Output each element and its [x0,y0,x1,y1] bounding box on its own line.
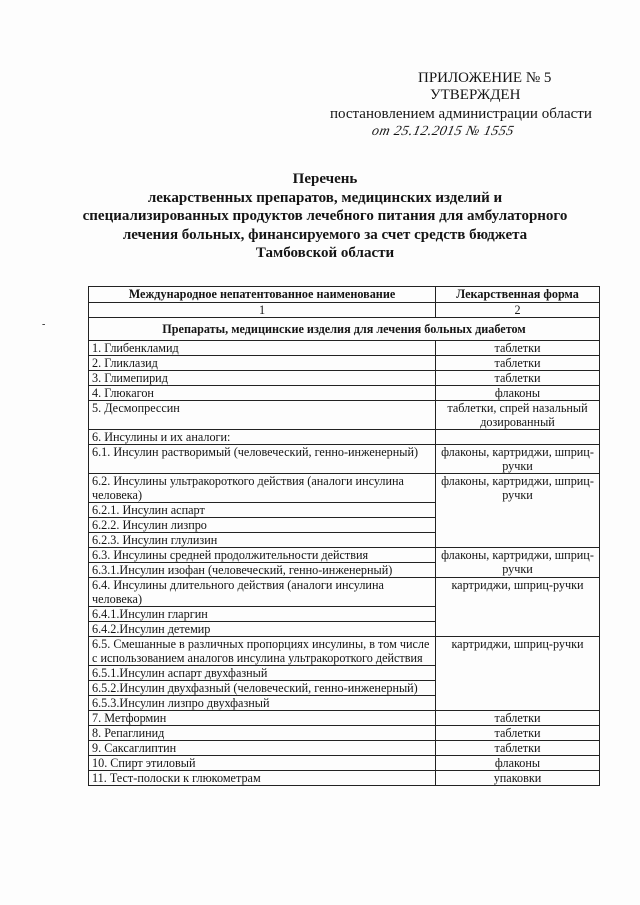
table-row [89,756,600,771]
drug-form: картриджи, шприц-ручки [436,578,600,637]
drug-name: 1. Глибенкламид [89,341,436,356]
drug-name: 11. Тест-полоски к глюкометрам [89,771,436,786]
drug-list-table [88,286,600,786]
drug-form: флаконы, картриджи, шприц-ручки [436,445,600,474]
drug-name: 3. Глимепирид [89,371,436,386]
drug-name: 2. Гликлазид [89,356,436,371]
heading-line: Тамбовской области [255,245,395,261]
drug-name: 6.4.2.Инсулин детемир [89,622,436,637]
drug-name: 6.1. Инсулин растворимый (человеческий, генно-инженерный) [89,445,436,474]
scan-artifact-mark: - [42,319,46,330]
drug-form [436,430,600,445]
drug-form: флаконы [436,386,600,401]
table-row [89,474,600,503]
drug-form: картриджи, шприц-ручки [436,637,600,711]
drug-name: 6.4. Инсулины длительного действия (аналоги инсулина человека) [89,578,436,607]
drug-form: упаковки [436,771,600,786]
drug-name: 6.2.1. Инсулин аспарт [89,503,436,518]
column-header-name: Международное непатентованное наименование [89,287,436,303]
drug-name: 6.5.1.Инсулин аспарт двухфазный [89,666,436,681]
drug-name: 6.5.2.Инсулин двухфазный (человеческий, генно-инженерный) [89,681,436,696]
appendix-block [330,70,600,140]
drug-name: 6.3. Инсулины средней продолжительности действия [89,548,436,563]
handwritten-date-number: от 25.12.2015 № 1555 [370,124,516,139]
drug-name: 4. Глюкагон [89,386,436,401]
drug-form: таблетки [436,726,600,741]
drug-form: таблетки [436,711,600,726]
document-heading [60,170,590,263]
drug-name: 10. Спирт этиловый [89,756,436,771]
drug-name: 9. Саксаглиптин [89,741,436,756]
drug-form: таблетки [436,356,600,371]
table-row [89,711,600,726]
drug-form: таблетки [436,371,600,386]
table-row [89,741,600,756]
drug-name: 6. Инсулины и их аналоги: [89,430,436,445]
drug-name: 6.4.1.Инсулин гларгин [89,607,436,622]
section-title: Препараты, медицинские изделия для лечения больных диабетом [89,318,600,341]
table-row [89,637,600,666]
drug-name: 6.3.1.Инсулин изофан (человеческий, генно-инженерный) [89,563,436,578]
drug-form: флаконы [436,756,600,771]
table-row [89,771,600,786]
column-number: 1 [89,303,436,318]
drug-name: 5. Десмопрессин [89,401,436,430]
drug-name: 8. Репаглинид [89,726,436,741]
drug-form: таблетки [436,341,600,356]
table-row [89,578,600,607]
heading-line: лекарственных препаратов, медицинских изделий и [147,189,503,206]
drug-form: флаконы, картриджи, шприц-ручки [436,474,600,548]
drug-form: флаконы, картриджи, шприц-ручки [436,548,600,578]
column-header-form: Лекарственная форма [436,287,600,303]
table-row [89,401,600,430]
drug-name: 6.2. Инсулины ультракороткого действия (аналоги инсулина человека) [89,474,436,503]
table-row [89,548,600,563]
heading-line: лечения больных, финансируемого за счет средств бюджета [122,226,528,243]
drug-name: 7. Метформин [89,711,436,726]
heading-line: Перечень [292,171,358,187]
drug-name: 6.5. Смешанные в различных пропорциях инсулины, в том числе с использованием аналогов инсулина ультракороткого действия [89,637,436,666]
drug-form: таблетки [436,741,600,756]
table-row [89,430,600,445]
table-row [89,341,600,356]
drug-name: 6.2.2. Инсулин лизпро [89,518,436,533]
approved-label: УТВЕРЖДЕН [430,87,521,103]
drug-name: 6.5.3.Инсулин лизпро двухфазный [89,696,436,711]
table-row [89,445,600,474]
approved-by: постановлением администрации области [330,106,592,122]
column-number: 2 [436,303,600,318]
appendix-title: ПРИЛОЖЕНИЕ № 5 [418,70,552,86]
drug-name: 6.2.3. Инсулин глулизин [89,533,436,548]
table-row [89,371,600,386]
table-row [89,386,600,401]
table-row [89,356,600,371]
drug-form: таблетки, спрей назальный дозированный [436,401,600,430]
table-row [89,726,600,741]
heading-line: специализированных продуктов лечебного питания для амбулаторного [82,208,568,224]
